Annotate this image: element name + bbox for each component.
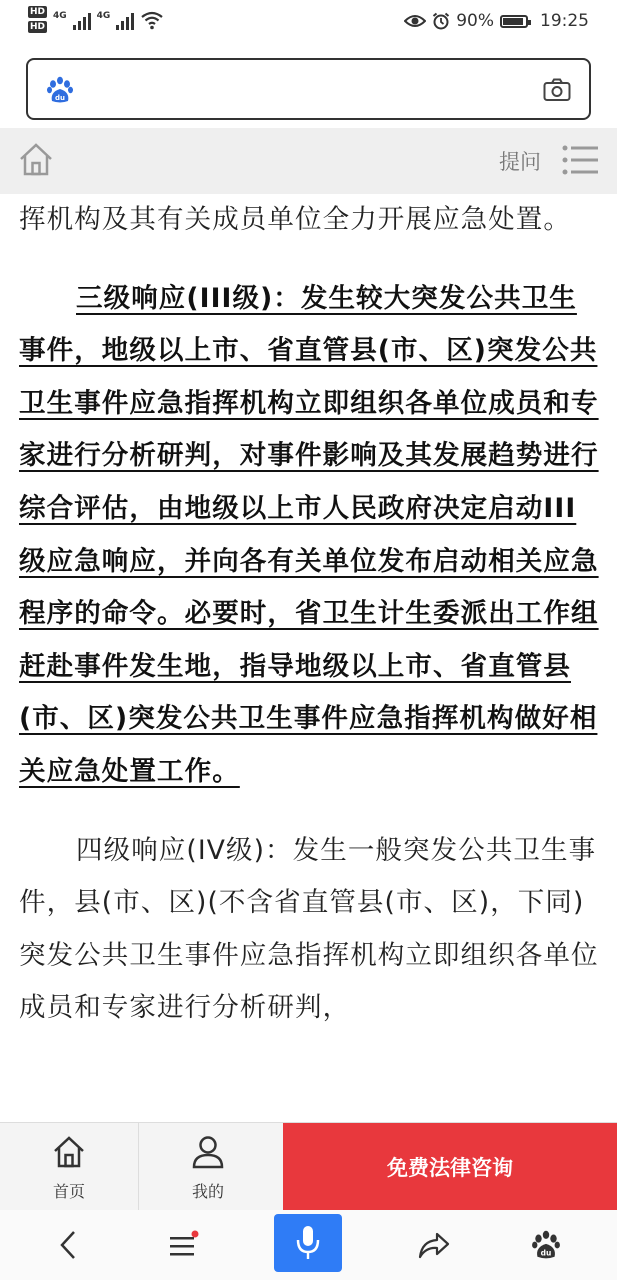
search-input[interactable] bbox=[90, 72, 534, 108]
search-bar[interactable] bbox=[26, 58, 591, 120]
signal-strength-icon bbox=[73, 10, 91, 30]
notification-dot bbox=[192, 1231, 199, 1238]
bottom-action-bar bbox=[0, 1122, 617, 1211]
voice-search-button[interactable] bbox=[274, 1214, 342, 1272]
mine-tab-label: 我的 bbox=[191, 1182, 224, 1201]
article-body bbox=[19, 194, 599, 1122]
network-type-1: 4G bbox=[53, 10, 67, 21]
mine-tab[interactable] bbox=[139, 1123, 277, 1211]
baidu-home-button[interactable] bbox=[506, 1210, 586, 1280]
home-tab-label: 首页 bbox=[52, 1182, 85, 1201]
user-icon bbox=[191, 1135, 225, 1169]
svg-text:du: du bbox=[55, 94, 65, 102]
menu-icon[interactable] bbox=[561, 142, 599, 178]
hamburger-menu-icon bbox=[168, 1230, 200, 1260]
ask-question-link[interactable]: 提问 bbox=[499, 150, 541, 174]
alarm-icon bbox=[432, 12, 450, 30]
battery-icon bbox=[500, 15, 528, 28]
menu-button[interactable] bbox=[144, 1210, 224, 1280]
microphone-icon bbox=[274, 1214, 342, 1272]
battery-percent: 90% bbox=[456, 11, 494, 31]
back-button[interactable] bbox=[28, 1210, 108, 1280]
browser-nav-bar bbox=[0, 1210, 617, 1280]
baidu-paw-icon bbox=[46, 76, 74, 104]
article-paragraph: 挥机构及其有关成员单位全力开展应急处置。 bbox=[19, 204, 571, 235]
free-legal-consult-button[interactable]: 免费法律咨询 bbox=[283, 1123, 617, 1211]
svg-text:du: du bbox=[540, 1248, 552, 1258]
hd-badge-2: HD bbox=[30, 22, 46, 32]
home-tab[interactable] bbox=[0, 1123, 139, 1211]
share-button[interactable] bbox=[394, 1210, 474, 1280]
site-header bbox=[0, 128, 617, 194]
clock-time: 19:25 bbox=[540, 11, 589, 31]
hd-badge-1: HD bbox=[30, 7, 46, 17]
home-tab-icon bbox=[52, 1135, 86, 1169]
article-paragraph-level-3-response: 三级响应(III级)：发生较大突发公共卫生事件，地级以上市、省直管县(市、区)突发公共卫生事件应急指挥机构立即组织各单位成员和专家进行分析研判，对事件影响及其发展趋势进行综合评估，由地级以上市人民政府决定启动III级应急响应，并向各有关单位发布启动相关应急程序的命令。必要时，省卫生计生委派出工作组赶赴事件发生地，指导地级以上市、省直管县(市、区)突发公共卫生事件应急指挥机构做好相关应急处置工作。 bbox=[19, 282, 599, 787]
signal-strength-icon-2 bbox=[116, 10, 134, 30]
eye-icon bbox=[404, 13, 426, 29]
share-arrow-icon bbox=[417, 1230, 451, 1260]
chevron-left-icon bbox=[58, 1229, 78, 1261]
camera-icon[interactable] bbox=[543, 78, 571, 102]
article-paragraph-level-4-response: 四级响应(IV级)：发生一般突发公共卫生事件，县(市、区)(不含省直管县(市、区)，下同)突发公共卫生事件应急指挥机构立即组织各单位成员和专家进行分析研判， bbox=[19, 834, 599, 1024]
wifi-icon bbox=[140, 10, 164, 30]
status-bar bbox=[0, 0, 617, 46]
network-type-2: 4G bbox=[96, 10, 111, 21]
home-icon[interactable] bbox=[18, 142, 54, 178]
baidu-paw-icon-small bbox=[531, 1230, 561, 1260]
